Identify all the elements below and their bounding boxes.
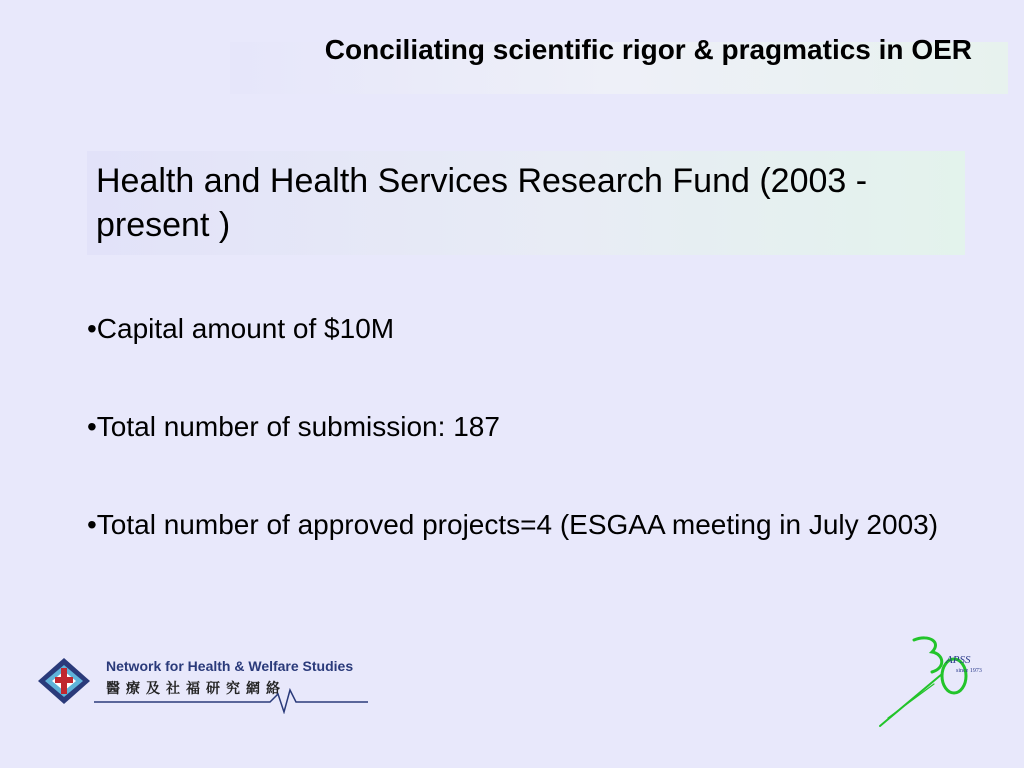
apss-since: since 1973: [956, 668, 982, 674]
bullet-capital: •Capital amount of $10M: [87, 313, 395, 344]
bullet-approved: •Total number of approved projects=4 (ESGAA meeting in July 2003): [87, 509, 939, 540]
slide-subtitle: Health and Health Services Research Fund (2003 - present ): [96, 162, 868, 244]
ecg-line-icon: [94, 680, 368, 714]
nhws-emblem-icon: [36, 656, 92, 706]
nhws-chinese-name: 醫療及社福研究網絡: [106, 680, 286, 696]
apss-logo: [874, 632, 994, 732]
nhws-logo: [36, 652, 376, 718]
apss-30-emblem-icon: [874, 632, 994, 732]
slide-title: Conciliating scientific rigor & pragmatics in OER: [324, 34, 972, 65]
nhws-name: Network for Health & Welfare Studies: [106, 658, 354, 674]
bullet-submissions: •Total number of submission: 187: [87, 411, 500, 442]
bullet-list: [87, 308, 947, 546]
apss-label: APSS: [946, 654, 971, 666]
